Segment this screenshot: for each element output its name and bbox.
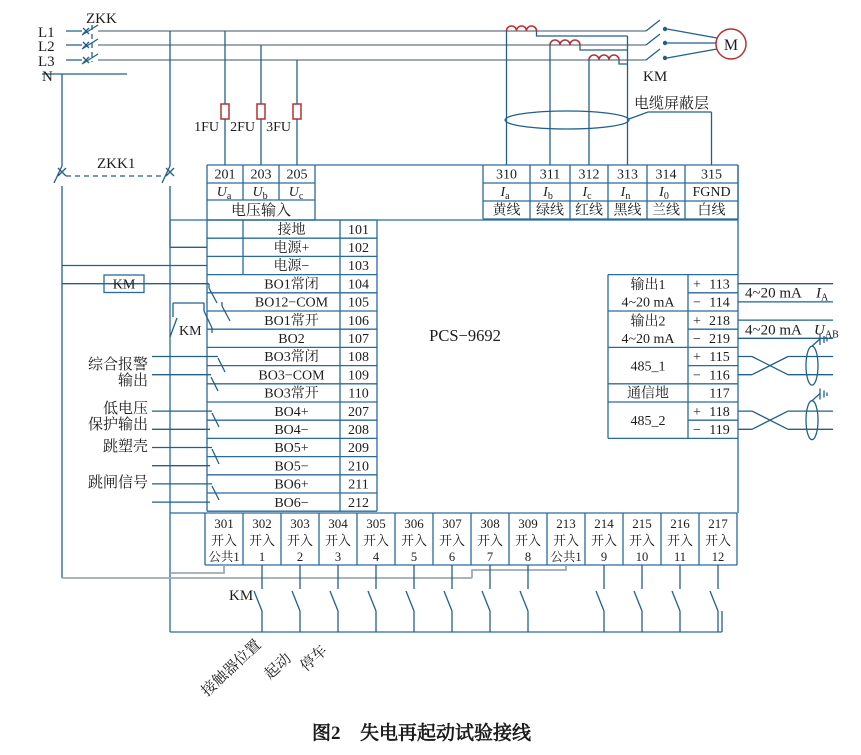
row-number: 212 [348, 495, 369, 511]
cell-no: 217 [708, 516, 728, 531]
cell-mid: 开入 [362, 533, 390, 548]
device-model: PCS−9692 [429, 326, 501, 345]
label-N: N [42, 69, 53, 85]
cell-mid: 开入 [666, 533, 694, 548]
cell-no: 302 [252, 516, 272, 531]
binary-input-switches [62, 565, 722, 632]
pin-sign: + [693, 404, 701, 420]
row-label: BO4− [274, 423, 309, 438]
rs485-1-pair [738, 357, 833, 375]
cell-no: 304 [328, 516, 348, 531]
pin-no: 114 [709, 295, 730, 311]
cell-mid: 开入 [476, 533, 504, 548]
cell-idx: 公共1 [550, 550, 582, 564]
ct-secondary-wires [507, 31, 628, 165]
cell-idx: 4 [372, 550, 380, 564]
label-km-bottom: KM [229, 588, 254, 604]
annotation-lv-line2: 保护输出 [87, 417, 148, 433]
row-label: BO6− [274, 495, 309, 511]
pin-no: 219 [709, 332, 730, 347]
cell-idx: 3 [334, 550, 342, 564]
pin-no: 116 [709, 368, 730, 384]
left-row-numbers [348, 223, 369, 511]
cell-mid: 开入 [438, 533, 466, 548]
out1-label: 输出1 [630, 278, 666, 293]
pin-sign: − [693, 423, 701, 438]
km-aux-label: KM [179, 324, 202, 339]
pin-no: 117 [709, 386, 730, 402]
rs485-2-ground-icon [812, 389, 827, 401]
fuse-3fu-symbol [293, 104, 301, 119]
out1-range-text: 4~20 mA [745, 285, 802, 302]
cell-mid: 开入 [400, 533, 428, 548]
pin-no: 113 [709, 277, 730, 293]
row-label: BO3常开 [264, 386, 319, 402]
rs485-2-label: 485_2 [630, 414, 666, 429]
left-annotations [88, 355, 148, 491]
out1-range: 4~20 mA [621, 295, 675, 311]
label-zkk1: ZKK1 [97, 156, 136, 172]
cell-no: 214 [594, 516, 614, 531]
row-number: 107 [348, 332, 369, 347]
signal-uc: $U_c$ [288, 185, 304, 202]
voltage-input-caption: 电压输入 [230, 203, 292, 219]
row-label: BO1常开 [264, 313, 319, 329]
cell-mid: 开入 [552, 533, 580, 548]
pin-sign: − [693, 295, 701, 311]
cell-idx: 11 [673, 550, 687, 564]
row-number: 110 [348, 386, 369, 402]
out2-range: 4~20 mA [621, 331, 675, 347]
bottom-strip-grid [205, 513, 737, 565]
cell-no: 305 [366, 516, 386, 531]
signal-ia: $I_a$ [500, 185, 510, 202]
fuse-1fu-symbol [221, 104, 229, 119]
bottom-strip-cells [208, 516, 731, 564]
rs485-1-label: 485_1 [630, 359, 666, 375]
label-L1: L1 [38, 25, 55, 41]
terminal-315: 315 [701, 167, 722, 183]
row-number: 210 [348, 459, 369, 475]
pin-sign: − [693, 368, 701, 384]
row-label: BO3−COM [258, 368, 325, 384]
row-label: 接地 [277, 222, 306, 238]
rs485-2-shield-ellipse [806, 401, 818, 440]
cell-no: 215 [632, 516, 652, 531]
out1-signal: $I_A$ [816, 285, 829, 304]
row-number: 103 [348, 259, 369, 275]
wire-color-red: 红线 [575, 203, 603, 219]
incoming-phase-lines [42, 25, 646, 578]
switch-label-contactor-position: 接触器位置 [198, 637, 265, 700]
rs485-1-shield-ellipse [806, 346, 818, 385]
row-number: 207 [348, 404, 369, 420]
fuse-branch [221, 31, 301, 165]
cell-no: 216 [670, 516, 690, 531]
cell-no: 307 [442, 516, 462, 531]
cell-no: 309 [518, 516, 538, 531]
signal-fgnd: FGND [692, 185, 731, 200]
cell-mid: 开入 [590, 533, 618, 548]
row-number: 104 [348, 277, 369, 293]
row-label: 电源− [273, 259, 310, 275]
terminal-203: 203 [250, 167, 272, 183]
annotation-lv-line1: 低电压 [102, 401, 148, 417]
cell-no: 306 [404, 516, 424, 531]
row-number: 208 [348, 423, 369, 438]
km-contact-dot-1 [663, 27, 667, 31]
cell-mid: 开入 [628, 533, 656, 548]
wire-color-black: 黑线 [613, 203, 642, 219]
row-label: 电源+ [273, 241, 310, 256]
cell-idx: 公共1 [208, 550, 240, 564]
pin-sign: + [693, 350, 701, 366]
cell-no: 301 [214, 516, 234, 531]
pin-no: 118 [709, 404, 730, 420]
cell-idx: 1 [258, 550, 266, 564]
row-label: BO5+ [274, 441, 309, 457]
switch-label-start: 起动 [261, 650, 295, 683]
terminal-201: 201 [214, 167, 236, 183]
label-L3: L3 [38, 54, 55, 70]
wire-color-yellow: 黄线 [492, 203, 521, 219]
comm-ground-label: 通信地 [627, 386, 669, 402]
input-switch-symbols [254, 565, 722, 632]
wire-color-green: 绿线 [536, 203, 564, 219]
cell-mid: 开入 [514, 533, 542, 548]
km-contact-blades [646, 20, 717, 60]
cell-mid: 开入 [210, 533, 238, 548]
cell-idx: 8 [524, 550, 532, 564]
wire-color-blue: 兰线 [652, 203, 680, 219]
signal-ub: $U_b$ [252, 185, 268, 202]
rs485-twisted-pairs [738, 334, 833, 440]
annotation-alarm-line2: 输出 [117, 373, 148, 389]
wire-color-white: 白线 [697, 203, 726, 219]
pin-sign: + [693, 277, 701, 293]
annotation-trip-signal: 跳闸信号 [87, 475, 148, 491]
row-number: 105 [348, 295, 369, 311]
right-pin-cells [693, 277, 730, 438]
annotation-alarm-line1: 综合报警 [87, 357, 148, 373]
row-label: BO6+ [274, 477, 309, 493]
signal-ua: $U_a$ [216, 185, 232, 202]
power-supply-wires [62, 247, 207, 265]
cell-idx: 5 [410, 550, 418, 564]
cell-idx: 10 [635, 550, 649, 564]
cell-no: 308 [480, 516, 500, 531]
out2-label: 输出2 [630, 314, 666, 330]
terminal-313: 313 [617, 167, 638, 183]
signal-in: $I_n$ [620, 185, 631, 202]
row-label: BO2 [278, 332, 305, 347]
cell-idx: 6 [448, 550, 456, 564]
km-contact-dot-3 [663, 56, 667, 60]
zkk-breaker-blades [82, 25, 98, 64]
switch-label-stop: 停车 [297, 642, 331, 675]
pin-no: 218 [709, 313, 730, 329]
terminal-312: 312 [578, 167, 600, 183]
pin-no: 115 [709, 350, 730, 366]
fuse-2fu-symbol [257, 104, 265, 119]
terminal-205: 205 [286, 167, 308, 183]
caption-fig-number: 图2 [312, 723, 341, 744]
cable-shield-ellipse [505, 111, 629, 129]
row-number: 108 [348, 350, 369, 366]
pin-sign: + [693, 313, 701, 329]
pin-no: 119 [709, 423, 730, 438]
cell-idx: 7 [486, 550, 494, 564]
fuse-drop-wires [225, 31, 297, 165]
row-number: 101 [348, 222, 369, 238]
terminal-311: 311 [539, 167, 561, 183]
km-coil-label: KM [112, 277, 136, 293]
signal-ic: $I_c$ [582, 185, 592, 202]
row-label: BO12−COM [254, 295, 329, 311]
phase-stubs-and-neutral [42, 31, 170, 578]
out2-range-text: 4~20 mA [745, 322, 802, 339]
cell-mid: 开入 [248, 533, 276, 548]
cell-mid: 开入 [286, 533, 314, 548]
label-L2: L2 [38, 39, 55, 55]
row-number: 106 [348, 313, 369, 329]
cell-idx: 9 [600, 550, 608, 564]
annotation-trip-mccb: 跳塑壳 [102, 439, 148, 455]
row-label: BO4+ [274, 404, 309, 420]
row-number: 109 [348, 368, 369, 384]
label-cable-shield: 电缆屏蔽层 [634, 96, 710, 112]
terminal-314: 314 [655, 167, 677, 183]
row-label: BO1常闭 [264, 277, 319, 293]
motor-label: M [723, 37, 739, 54]
label-km-top: KM [643, 69, 668, 85]
cell-no: 213 [556, 516, 576, 531]
km-contact-dot-2 [663, 41, 667, 45]
row-label: BO3常闭 [264, 350, 319, 366]
bo3-bo6-wires-and-contacts [152, 357, 225, 503]
cell-idx: 2 [296, 550, 304, 564]
row-number: 211 [348, 477, 369, 493]
label-3fu: 3FU [266, 120, 291, 135]
row-label: BO5− [274, 459, 309, 475]
cell-no: 303 [290, 516, 310, 531]
row-number: 102 [348, 241, 369, 256]
cell-mid: 开入 [324, 533, 352, 548]
cell-idx: 12 [711, 550, 725, 564]
signal-i0: $I_0$ [659, 185, 669, 202]
row-number: 209 [348, 441, 369, 457]
right-group-labels [621, 277, 675, 429]
label-zkk: ZKK [86, 11, 117, 27]
out2-signal: $U_{AB}$ [814, 322, 839, 341]
shield-drain-wire [629, 112, 712, 165]
terminal-310: 310 [496, 167, 517, 183]
cell-mid: 开入 [704, 533, 732, 548]
caption-title: 失电再起动试验接线 [360, 723, 532, 744]
rs485-2-pair [738, 411, 833, 429]
signal-ib: $I_b$ [543, 185, 553, 202]
label-1fu: 1FU [194, 120, 219, 135]
pin-sign: − [693, 332, 701, 347]
label-2fu: 2FU [230, 120, 255, 135]
